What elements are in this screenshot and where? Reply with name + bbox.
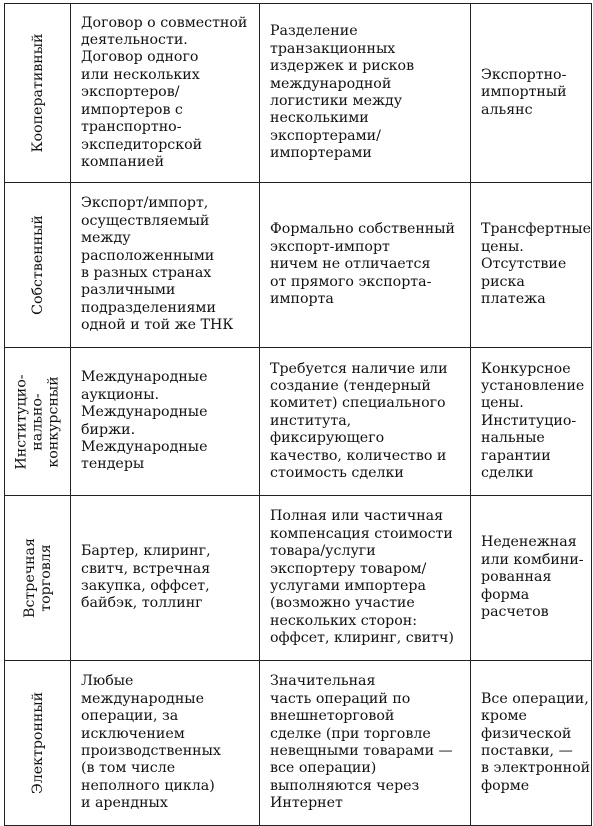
cell-line: импортный <box>481 84 567 101</box>
row-header-cell <box>5 4 71 183</box>
table-row <box>5 183 592 348</box>
cell-line: от прямого экспорта- <box>270 273 432 290</box>
cell-line: компенсация стоимости <box>270 525 453 542</box>
row-header-line: торговля <box>37 544 54 612</box>
description-cell <box>260 183 471 348</box>
cell-line: Международные <box>81 404 208 421</box>
cell-line: сделке (при торговле <box>270 725 431 742</box>
cell-line: в разных странах <box>81 265 212 281</box>
form-type-cell <box>71 183 260 348</box>
cell-line: часть операций по <box>270 690 411 707</box>
cell-line: подразделениями <box>81 299 216 316</box>
cell-line: альянс <box>481 101 533 118</box>
description-cell <box>260 348 471 496</box>
cell-line: закупка, оффсет, <box>81 578 210 594</box>
cell-line: импорта <box>270 291 334 308</box>
cell-line: расчетов <box>481 604 549 621</box>
row-header-line: Собственный <box>29 215 46 315</box>
table-row <box>5 496 592 661</box>
cell-line: невещными товарами — <box>270 743 453 759</box>
cell-line: одной и той же ТНК <box>81 317 234 334</box>
cell-line: расположенными <box>81 247 215 264</box>
cell-line: института, <box>270 412 352 429</box>
cell-line: Отсутствие <box>481 256 567 273</box>
row-header-cell <box>5 183 71 348</box>
cell-line: международные <box>81 690 204 707</box>
row-header-cell <box>5 661 71 826</box>
table-row <box>5 661 592 826</box>
form-type-cell <box>71 348 260 496</box>
cell-line: Экспортно- <box>481 66 567 83</box>
row-header-cell <box>5 348 71 496</box>
cell-line: Международные <box>81 438 208 455</box>
cell-line: нескольких сторон: <box>270 612 417 629</box>
cell-line: качество, количество и <box>270 447 447 464</box>
cell-line: оффсет, клиринг, свитч) <box>270 630 454 647</box>
description-cell <box>260 4 471 183</box>
cell-line: Экспорт/импорт, <box>81 195 209 212</box>
cell-line: выполняются через <box>270 777 420 794</box>
cell-line: риска <box>481 273 525 290</box>
cell-line: импортерами <box>270 145 372 162</box>
cell-line: Требуется наличие или <box>270 360 448 377</box>
cell-line: кроме <box>481 708 527 725</box>
cell-line: создание (тендерный <box>270 377 431 394</box>
row-header-line: Кооперативный <box>29 33 46 153</box>
cell-line: Любые <box>81 673 134 690</box>
cell-line: биржи. <box>81 421 136 438</box>
table-row <box>5 348 592 496</box>
cell-line: товара/услуги <box>270 543 376 560</box>
cell-line: ничем не отличается <box>270 256 431 273</box>
row-header-text <box>21 538 53 618</box>
cell-line: компанией <box>81 153 165 170</box>
cell-line: деятельности. <box>81 32 188 49</box>
cell-line: цены. <box>481 395 524 412</box>
cell-line: различными <box>81 282 176 299</box>
table-row <box>5 4 592 183</box>
row-header-line: конкурсный <box>45 375 62 468</box>
row-header-text <box>29 692 45 794</box>
cell-line: Институцио- <box>481 412 577 429</box>
cell-line: логистики между <box>270 93 403 109</box>
cell-line: форме <box>481 777 530 794</box>
cell-line: Разделение <box>270 23 358 40</box>
row-header-line: нально- <box>29 392 46 451</box>
description-cell <box>260 661 471 826</box>
cell-line: форма <box>481 586 530 603</box>
export-import-forms-table <box>4 3 592 826</box>
feature-cell <box>471 183 592 348</box>
feature-cell <box>471 496 592 661</box>
cell-line: Формально собственный <box>270 221 456 238</box>
cell-line: между <box>81 230 131 247</box>
cell-line: экспортеру товаром/ <box>270 560 427 577</box>
cell-line: услугами импортера <box>270 578 426 594</box>
cell-line: операции, за <box>81 708 179 725</box>
cell-line: транзакционных <box>270 40 396 57</box>
cell-line: цены. <box>481 238 524 255</box>
form-type-cell <box>71 4 260 183</box>
cell-line: Договор о совместной <box>81 14 248 31</box>
cell-line: Неденежная <box>481 534 577 551</box>
cell-line: физической <box>481 725 572 742</box>
cell-line: производственных <box>81 743 221 759</box>
cell-line: Интернет <box>270 795 343 812</box>
cell-line: издержек и рисков <box>270 58 415 75</box>
row-header-line: Встречная <box>21 538 38 618</box>
cell-line: Международные <box>81 369 208 386</box>
cell-line: рованная <box>481 569 552 586</box>
form-type-cell <box>71 661 260 826</box>
cell-line: установление <box>481 377 585 394</box>
row-header-line: Электронный <box>29 691 46 795</box>
cell-line: нальные <box>481 430 545 447</box>
cell-line: гарантии <box>481 447 551 464</box>
cell-line: экспорт-импорт <box>270 238 390 255</box>
form-type-cell <box>71 496 260 661</box>
cell-line: внешнеторговой <box>270 708 395 725</box>
cell-line: фиксирующего <box>270 430 385 447</box>
cell-line: Полная или частичная <box>270 508 444 525</box>
cell-line: Конкурсное <box>481 360 571 377</box>
cell-line: все операции) <box>270 760 377 777</box>
cell-line: экспедиторской <box>81 136 203 153</box>
cell-line: стоимость сделки <box>270 465 404 482</box>
cell-line: Бартер, клиринг, <box>81 543 211 560</box>
row-header-text <box>29 215 45 315</box>
cell-line: несколькими <box>270 110 369 127</box>
cell-line: и арендных <box>81 795 168 812</box>
cell-line: (в том числе <box>81 760 176 777</box>
cell-line: свитч, встречная <box>81 560 211 577</box>
row-header-text <box>13 374 62 469</box>
cell-line: Договор одного <box>81 49 199 66</box>
cell-line: Все операции, <box>481 690 589 707</box>
row-header-line: Институцио- <box>13 373 30 470</box>
feature-cell <box>471 661 592 826</box>
cell-line: комитет) специального <box>270 395 446 412</box>
cell-line: неполного цикла) <box>81 777 215 794</box>
cell-line: Значительная <box>270 673 376 690</box>
cell-line: (возможно участие <box>270 595 415 612</box>
cell-line: экспортеров/ <box>81 84 180 101</box>
feature-cell <box>471 4 592 183</box>
cell-line: Трансфертные <box>481 221 591 238</box>
cell-line: исключением <box>81 725 185 742</box>
cell-line: осуществляемый <box>81 212 210 229</box>
row-header-text <box>29 34 45 153</box>
cell-line: импортеров с <box>81 101 183 118</box>
row-header-cell <box>5 496 71 661</box>
cell-line: тендеры <box>81 456 145 473</box>
cell-line: байбэк, толлинг <box>81 595 203 612</box>
cell-line: или нескольких <box>81 66 200 83</box>
cell-line: или комбини- <box>481 551 584 568</box>
feature-cell <box>471 348 592 496</box>
cell-line: платежа <box>481 291 546 308</box>
cell-line: аукционы. <box>81 386 160 403</box>
cell-line: транспортно- <box>81 119 182 136</box>
description-cell <box>260 496 471 661</box>
cell-line: экспортерами/ <box>270 127 381 144</box>
cell-line: в электронной <box>481 760 591 777</box>
cell-line: сделки <box>481 465 534 482</box>
cell-line: международной <box>270 75 392 92</box>
cell-line: поставки, — <box>481 743 573 759</box>
